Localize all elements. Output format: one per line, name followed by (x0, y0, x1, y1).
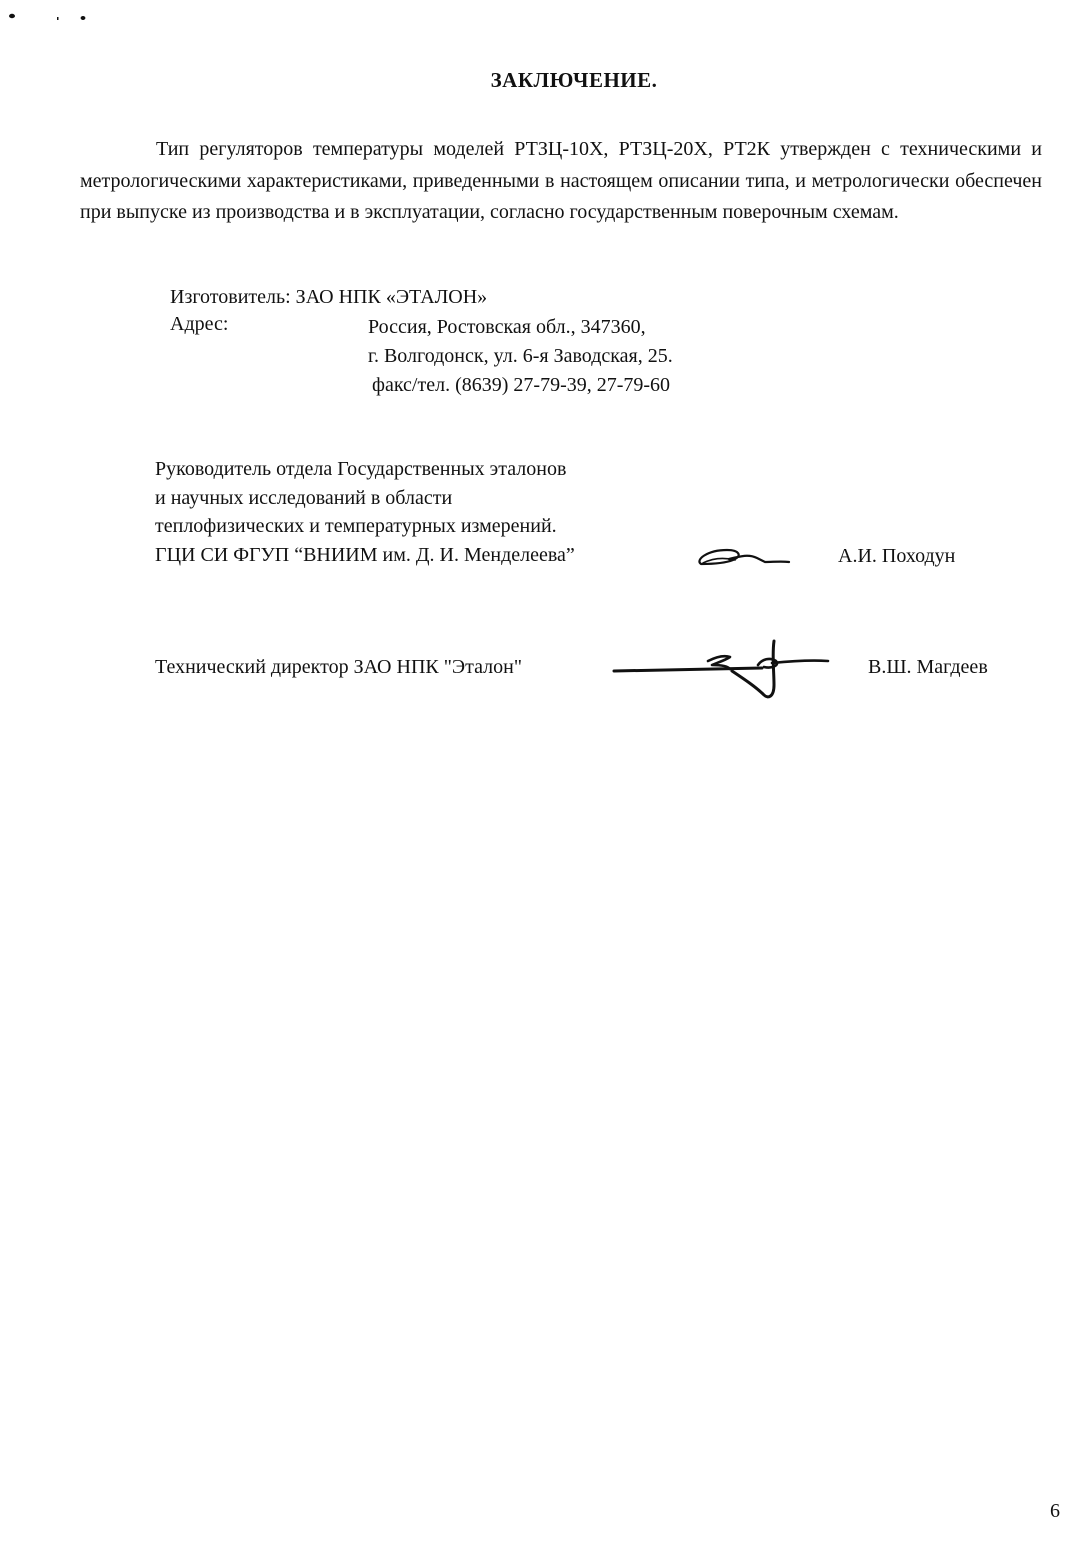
scan-speck (81, 16, 86, 20)
scan-speck (9, 14, 15, 18)
signature-1-image (693, 540, 793, 574)
address-block (368, 313, 673, 400)
address-line: факс/тел. (8639) 27-79-39, 27-79-60 (372, 374, 671, 396)
position-line: и научных исследований в области (155, 486, 453, 509)
position-line: теплофизических и температурных измерений. (155, 515, 557, 537)
signature-2-image (612, 635, 832, 701)
address-line: г. Волгодонск, ул. 6-я Заводская, 25. (368, 345, 673, 367)
document-title: ЗАКЛЮЧЕНИЕ. (490, 68, 658, 92)
position-line: Руководитель отдела Государственных эталонов (155, 458, 567, 480)
address-line: Россия, Ростовская обл., 347360, (368, 316, 646, 338)
signatory-1-name: А.И. Походун (838, 545, 956, 567)
manufacturer-line: Изготовитель: ЗАО НПК «ЭТАЛОН» (170, 286, 488, 308)
position-line: ГЦИ СИ ФГУП “ВНИИМ им. Д. И. Менделеева” (155, 543, 575, 566)
page-number: 6 (1050, 1500, 1060, 1522)
scan-speck (57, 17, 59, 20)
signatory-2-position: Технический директор ЗАО НПК "Эталон" (155, 656, 522, 678)
signatory-1-position (155, 455, 575, 569)
conclusion-paragraph: Тип регуляторов температуры моделей РТЗЦ-10Х, РТЗЦ-20Х, РТ2К утвержден с техническими и метрологическими характеристиками, приведенными в настоящем описании типа, и метрологически обеспечен при выпуске из производства и в эксплуатации, согласно государственным поверочным схемам. (80, 138, 1042, 223)
signatory-2-name: В.Ш. Магдеев (868, 656, 988, 678)
scan-specks (0, 8, 100, 28)
address-label: Адрес: (170, 313, 229, 335)
